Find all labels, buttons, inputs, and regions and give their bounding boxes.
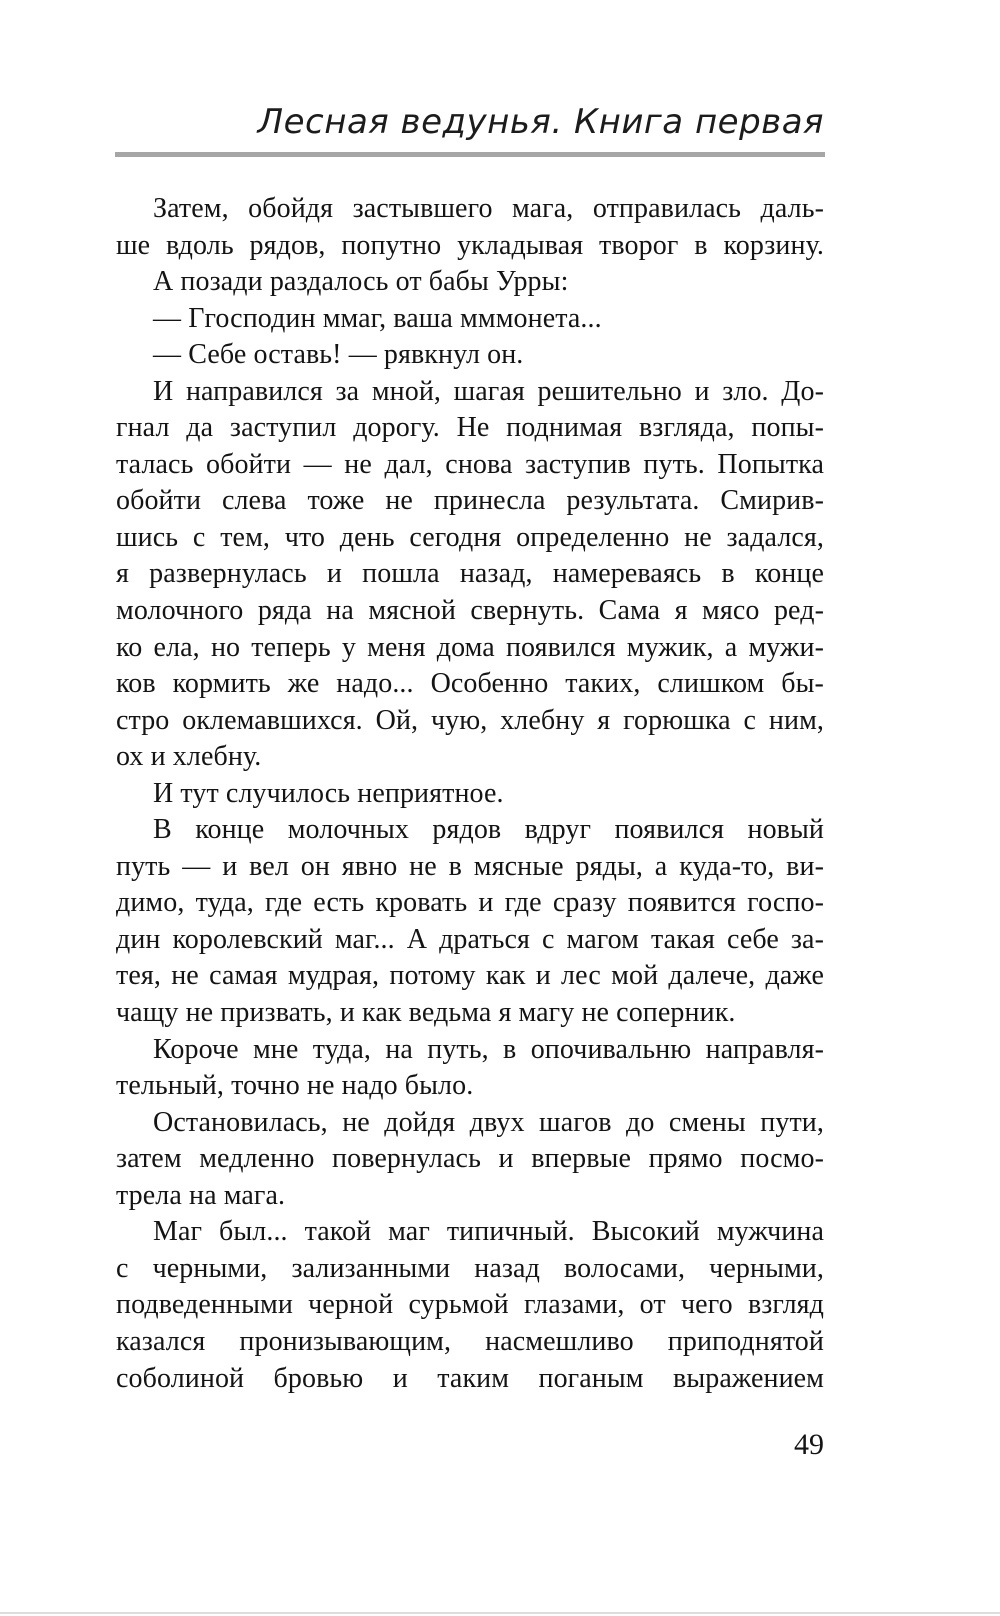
text-line: обойти слева тоже не принесла результата. Смирив- xyxy=(116,485,824,517)
text-line: гнал да заступил дорогу. Не поднимая взгляда, попы- xyxy=(116,412,824,444)
text-line: ох и хлебну. xyxy=(116,741,262,773)
text-line: тельный, точно не надо было. xyxy=(116,1070,474,1102)
text-line: И тут случилось неприятное. xyxy=(153,777,504,809)
text-line: соболиной бровью и таким поганым выражением xyxy=(116,1362,824,1394)
text-line: дин королевский маг... А драться с магом такая себе за- xyxy=(116,923,824,955)
header-divider xyxy=(115,152,825,157)
text-line: И направился за мной, шагая решительно и зло. До- xyxy=(153,375,824,407)
text-line: стро оклемавшихся. Ой, чую, хлебну я горюшка с ним, xyxy=(116,704,824,736)
text-line: талась обойти — не дал, снова заступив путь. Попытка xyxy=(116,448,824,480)
text-line: я развернулась и пошла назад, намереваясь в конце xyxy=(116,558,824,590)
text-line: — Себе оставь! — рявкнул он. xyxy=(153,339,524,371)
text-line: А позади раздалось от бабы Урры: xyxy=(153,266,569,298)
text-line: Затем, обойдя застывшего мага, отправилась даль- xyxy=(153,193,824,224)
text-line: димо, туда, где есть кровать и где сразу появится госпо- xyxy=(116,887,824,919)
running-head-title: Лесная ведунья. Книга первая xyxy=(257,102,824,142)
text-line: казался пронизывающим, насмешливо приподнятой xyxy=(116,1325,824,1357)
page-number: 49 xyxy=(794,1428,824,1461)
text-line: шись с тем, что день сегодня определенно не задался, xyxy=(116,521,824,553)
text-line: затем медленно повернулась и впервые прямо посмо- xyxy=(116,1143,824,1175)
text-line: ше вдоль рядов, попутно укладывая творог в корзину. xyxy=(116,229,824,261)
text-line: подведенными черной сурьмой глазами, от чего взгляд xyxy=(116,1289,824,1321)
text-line: В конце молочных рядов вдруг появился новый xyxy=(153,814,824,846)
text-line: ко ела, но теперь у меня дома появился мужик, а мужи- xyxy=(116,631,824,663)
text-line: Маг был... такой маг типичный. Высокий мужчина xyxy=(153,1216,824,1248)
bottom-divider xyxy=(0,1612,1000,1614)
text-line: тея, не самая мудрая, потому как и лес мой далече, даже xyxy=(116,960,824,992)
text-line: — Ггосподин ммаг, ваша мммонета... xyxy=(153,302,602,334)
text-line: Короче мне туда, на путь, в опочивальню направля- xyxy=(153,1033,824,1065)
text-line: трела на мага. xyxy=(116,1179,286,1211)
text-line: Остановилась, не дойдя двух шагов до смены пути, xyxy=(153,1106,824,1138)
text-line: путь — и вел он явно не в мясные ряды, а куда-то, ви- xyxy=(116,850,824,882)
text-block xyxy=(116,191,824,1397)
text-line: ков кормить же надо... Особенно таких, слишком бы- xyxy=(116,668,824,700)
text-line: чащу не призвать, и как ведьма я магу не соперник. xyxy=(116,997,736,1029)
text-line: молочного ряда на мясной свернуть. Сама я мясо ред- xyxy=(116,595,824,627)
text-line: с черными, зализанными назад волосами, черными, xyxy=(116,1252,824,1284)
